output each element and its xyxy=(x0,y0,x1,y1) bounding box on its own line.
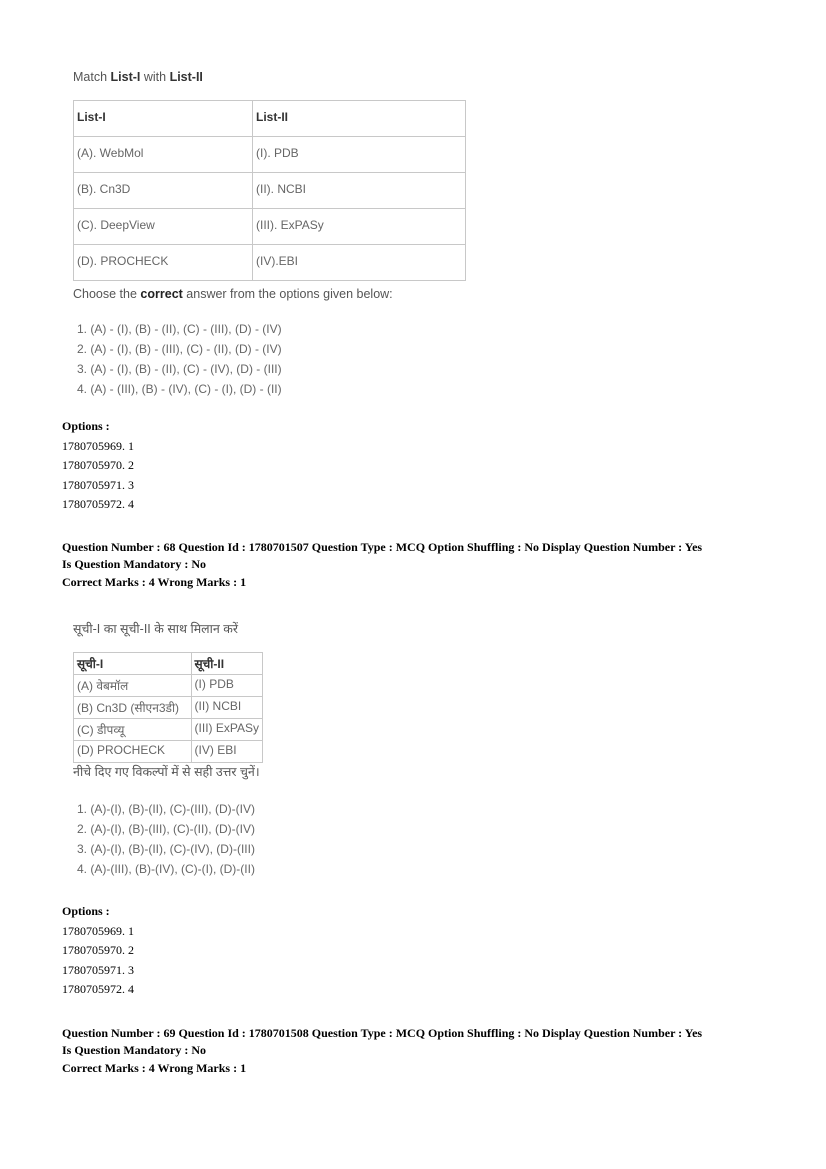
question-header-line: Question Number : 68 Question Id : 1780701507 Question Type : MCQ Option Shuffling : No Display Question Number : Yes xyxy=(62,540,703,554)
choice-item: 1. (A) - (I), (B) - (II), (C) - (III), (D) - (IV) xyxy=(77,322,282,336)
table-cell: (I). PDB xyxy=(253,137,466,173)
option-item: 1780705971. 3 xyxy=(62,962,134,977)
table-row xyxy=(74,719,263,741)
question-marks-line: Correct Marks : 4 Wrong Marks : 1 xyxy=(62,575,247,589)
question-header-line: Question Number : 69 Question Id : 1780701508 Question Type : MCQ Option Shuffling : No Display Question Number : Yes xyxy=(62,1026,703,1040)
table-header-cell: सूची-II xyxy=(191,653,262,675)
options-label: Options : xyxy=(62,419,110,433)
choose-instruction: Choose the correct answer from the options given below: xyxy=(73,287,393,301)
choice-list xyxy=(73,799,263,879)
option-item: 1780705969. 1 xyxy=(62,923,134,938)
question-image-hindi xyxy=(73,618,263,879)
table-row xyxy=(74,675,263,697)
choose-instruction: नीचे दिए गए विकल्पों में से सही उत्तर चुनें। xyxy=(73,765,260,779)
table-cell: (B). Cn3D xyxy=(74,173,253,209)
table-cell: (D). PROCHECK xyxy=(74,245,253,281)
table-header-row xyxy=(74,653,263,675)
question-intro: Match List-I with List-II xyxy=(73,70,203,84)
question-mandatory-line: Is Question Mandatory : No xyxy=(62,1042,207,1057)
table-cell: (A) वेबमॉल xyxy=(74,675,192,697)
table-cell: (III) ExPASy xyxy=(191,719,262,741)
choice-item: 3. (A) - (I), (B) - (II), (C) - (IV), (D) - (III) xyxy=(77,362,282,376)
table-row xyxy=(74,173,466,209)
option-item: 1780705970. 2 xyxy=(62,458,134,472)
table-cell: (D) PROCHECK xyxy=(74,741,192,763)
match-table xyxy=(73,652,263,763)
table-header-cell: सूची-I xyxy=(74,653,192,675)
table-header-cell: List-II xyxy=(253,101,466,137)
table-cell: (A). WebMol xyxy=(74,137,253,173)
option-item: 1780705969. 1 xyxy=(62,438,134,453)
match-table xyxy=(73,100,466,281)
table-cell: (B) Cn3D (सीएन3डी) xyxy=(74,697,192,719)
options-label: Options : xyxy=(62,904,110,918)
question-intro: सूची-I का सूची-II के साथ मिलान करें xyxy=(73,622,239,636)
question-meta xyxy=(62,539,782,591)
option-item: 1780705972. 4 xyxy=(62,982,134,996)
choice-item: 2. (A)-(I), (B)-(III), (C)-(II), (D)-(IV) xyxy=(77,822,255,836)
question-image-english xyxy=(73,68,466,399)
option-item: 1780705971. 3 xyxy=(62,477,134,492)
question-mandatory-line: Is Question Mandatory : No xyxy=(62,556,207,571)
table-cell: (I) PDB xyxy=(191,675,262,697)
table-cell: (IV).EBI xyxy=(253,245,466,281)
choice-item: 4. (A)-(III), (B)-(IV), (C)-(I), (D)-(II) xyxy=(77,862,255,876)
options-block xyxy=(62,902,134,1000)
choice-list xyxy=(73,319,466,399)
table-header-cell: List-I xyxy=(74,101,253,137)
table-header-row xyxy=(74,101,466,137)
table-cell: (IV) EBI xyxy=(191,741,262,763)
choice-item: 1. (A)-(I), (B)-(II), (C)-(III), (D)-(IV) xyxy=(77,802,255,816)
table-row xyxy=(74,697,263,719)
option-item: 1780705972. 4 xyxy=(62,497,134,511)
table-cell: (C). DeepView xyxy=(74,209,253,245)
question-marks-line: Correct Marks : 4 Wrong Marks : 1 xyxy=(62,1061,247,1075)
table-cell: (C) डीपव्यू xyxy=(74,719,192,741)
choice-item: 4. (A) - (III), (B) - (IV), (C) - (I), (D) - (II) xyxy=(77,382,282,396)
choice-item: 2. (A) - (I), (B) - (III), (C) - (II), (D) - (IV) xyxy=(77,342,282,356)
table-row xyxy=(74,741,263,763)
table-row xyxy=(74,245,466,281)
table-cell: (III). ExPASy xyxy=(253,209,466,245)
options-block xyxy=(62,417,134,515)
table-row xyxy=(74,209,466,245)
table-row xyxy=(74,137,466,173)
question-meta xyxy=(62,1025,782,1077)
table-cell: (II) NCBI xyxy=(191,697,262,719)
choice-item: 3. (A)-(I), (B)-(II), (C)-(IV), (D)-(III) xyxy=(77,842,255,856)
option-item: 1780705970. 2 xyxy=(62,943,134,957)
table-cell: (II). NCBI xyxy=(253,173,466,209)
